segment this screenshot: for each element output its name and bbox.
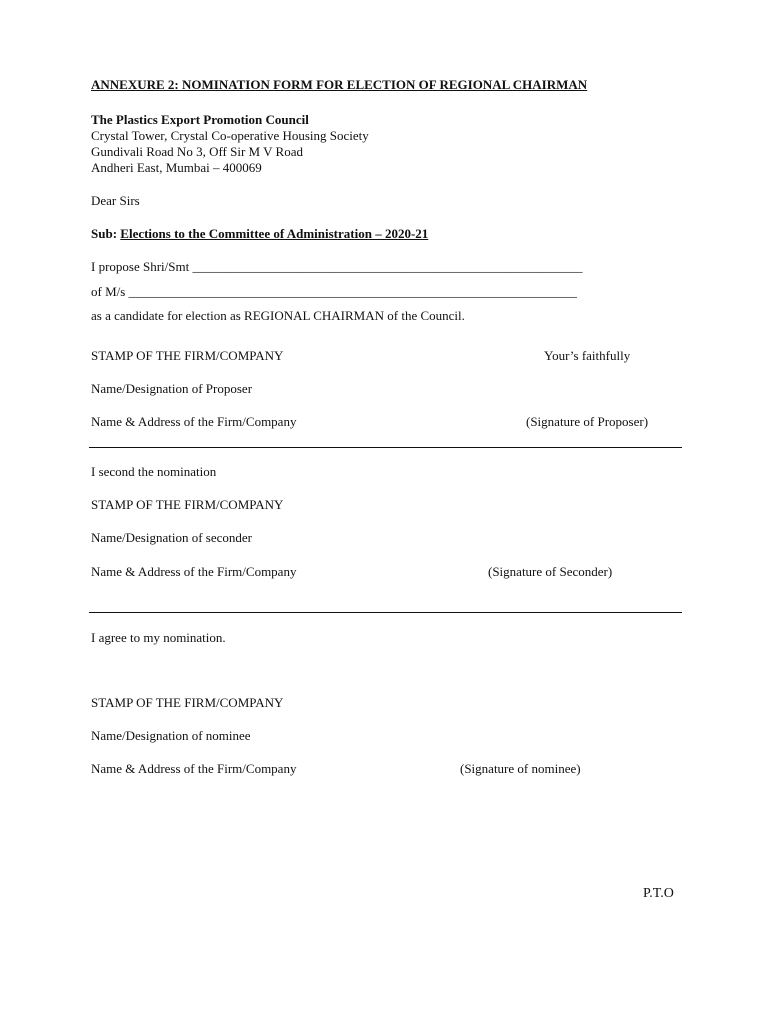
seconder-signature-label: (Signature of Seconder) xyxy=(488,564,613,579)
subject-text: Elections to the Committee of Administration – 2020-21 xyxy=(120,226,429,241)
pto-marker: P.T.O xyxy=(643,886,674,901)
seconder-firm-address: Name & Address of the Firm/Company xyxy=(91,564,297,579)
proposer-name-designation: Name/Designation of Proposer xyxy=(91,381,253,396)
propose-line: I propose Shri/Smt ____________________________________________________________ xyxy=(91,259,583,274)
nominee-firm-address: Name & Address of the Firm/Company xyxy=(91,761,297,776)
addressee-line-3: Andheri East, Mumbai – 400069 xyxy=(91,160,262,175)
nominee-stamp-label: STAMP OF THE FIRM/COMPANY xyxy=(91,695,284,710)
seconder-stamp-label: STAMP OF THE FIRM/COMPANY xyxy=(91,497,284,512)
salutation: Dear Sirs xyxy=(91,193,140,208)
addressee-org: The Plastics Export Promotion Council xyxy=(91,112,309,127)
seconder-name-designation: Name/Designation of seconder xyxy=(91,530,253,545)
nominee-intro: I agree to my nomination. xyxy=(91,630,226,645)
seconder-intro: I second the nomination xyxy=(91,464,217,479)
ms-line: of M/s _____________________________________________________________________ xyxy=(91,284,578,299)
nominee-name-designation: Name/Designation of nominee xyxy=(91,728,251,743)
section-divider xyxy=(89,447,682,448)
proposer-stamp-label: STAMP OF THE FIRM/COMPANY xyxy=(91,348,284,363)
nominee-signature-label: (Signature of nominee) xyxy=(460,761,581,776)
candidate-line: as a candidate for election as REGIONAL CHAIRMAN of the Council. xyxy=(91,308,465,323)
subject-line xyxy=(91,226,428,242)
closing-text: Your’s faithfully xyxy=(544,348,631,363)
proposer-firm-address: Name & Address of the Firm/Company xyxy=(91,414,297,429)
proposer-signature-label: (Signature of Proposer) xyxy=(526,414,649,429)
addressee-line-2: Gundivali Road No 3, Off Sir M V Road xyxy=(91,144,303,159)
subject-label: Sub: xyxy=(91,226,121,241)
addressee-line-1: Crystal Tower, Crystal Co-operative Housing Society xyxy=(91,128,369,143)
document-heading: ANNEXURE 2: NOMINATION FORM FOR ELECTION OF REGIONAL CHAIRMAN xyxy=(91,77,588,92)
section-divider xyxy=(89,612,682,613)
